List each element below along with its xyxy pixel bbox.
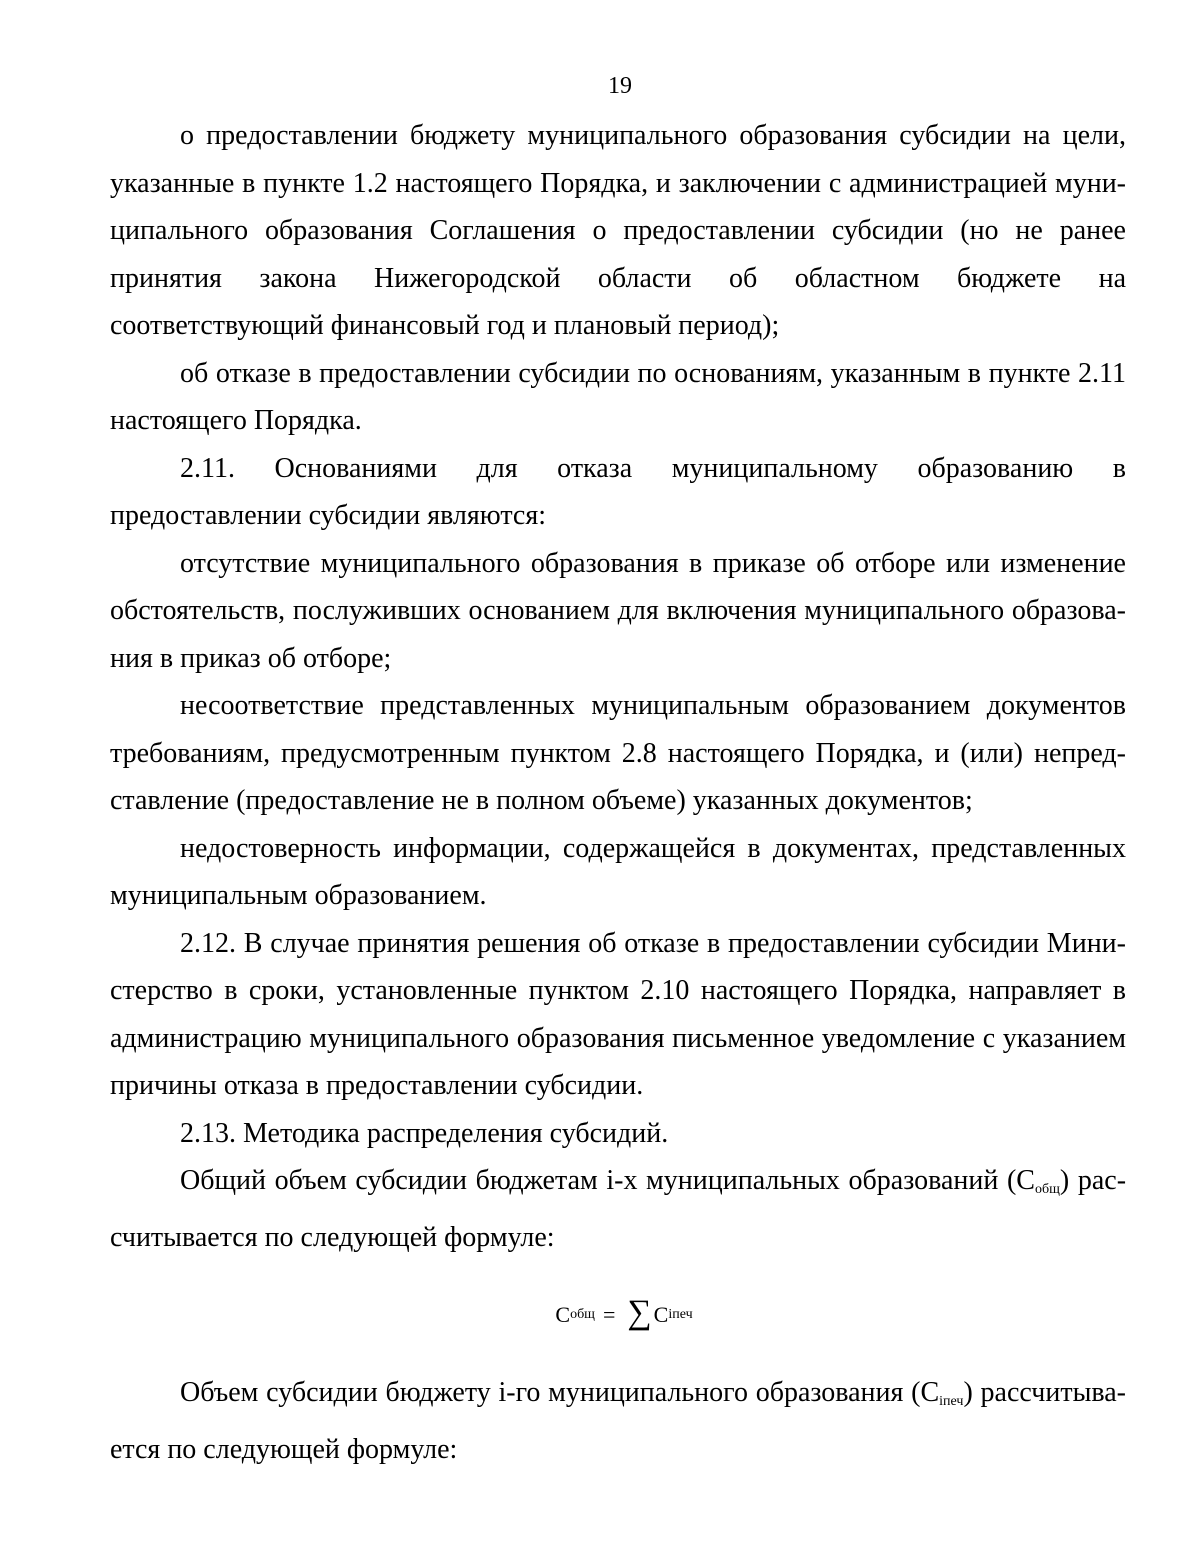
sum-formula [110,1261,1126,1369]
sum-symbol: ∑ [627,1294,652,1331]
paragraph-2-12: 2.12. В случае принятия решения об отказе в предоставлении субсидии Министерство в сроки, установленные пунктом 2.10 настоящего Порядка, направляет в администрацию муниципального образования письменное уведомление с указанием причины отказа в предоставлении субсидии. [110,927,1126,1101]
paragraph-total-volume [110,1157,1126,1261]
paragraph-individual-volume [110,1369,1126,1473]
formula-rhs: С [653,1302,669,1328]
formula-lhs: С [555,1302,571,1328]
page-number: 19 [608,73,632,99]
paragraph-nonconformity: несоответствие представленных муниципальным образованием документов требованиям, предусмотренным пунктом 2.8 настоящего Порядка, и (или) непредставление (предоставление не в полном объеме) указанных документов; [110,690,1126,816]
total-subscript: общ [1034,1182,1060,1197]
formula-lhs-subscript: общ [570,1307,595,1323]
individual-text-after: ) рассчитывается по следующей формуле: [110,1377,1126,1465]
total-text-before: Общий объем субсидии бюджетам i-х муниципальных образований (С [180,1165,1035,1196]
document-body [110,112,1126,1473]
paragraph-unreliability: недостоверность информации, содержащейся в документах, представленных муниципальным образованием. [110,832,1126,911]
paragraph-decision-grant: о предоставлении бюджету муниципального образования субсидии на цели, указанные в пункте 1.2 настоящего Порядка, и заключении с администрацией муниципального образования Соглашения о предоставлении субсидии (но не ранее принятия закона Нижегородской области об областном бюджете на соответствующий финансовый год и плановый период); [110,120,1126,341]
paragraph-absence: отсутствие муниципального образования в приказе об отборе или изменение обстоятельств, послуживших основанием для включения муниципального образования в приказ об отборе; [110,547,1126,674]
total-text-after: ) рассчитывается по следующей формуле: [110,1165,1127,1253]
individual-subscript: iпеч [939,1394,964,1409]
individual-text-before: Объем субсидии бюджету i-го муниципального образования (С [180,1377,940,1408]
paragraph-2-13: 2.13. Методика распределения субсидий. [180,1117,669,1149]
paragraph-decision-refusal: об отказе в предоставлении субсидии по основаниям, указанным в пункте 2.11 настоящего Порядка. [110,357,1126,436]
paragraph-2-11: 2.11. Основаниями для отказа муниципальному образованию в предоставлении субсидии являются: [110,452,1126,531]
formula-equals: = [602,1302,616,1328]
formula-rhs-subscript: iпеч [668,1307,693,1323]
